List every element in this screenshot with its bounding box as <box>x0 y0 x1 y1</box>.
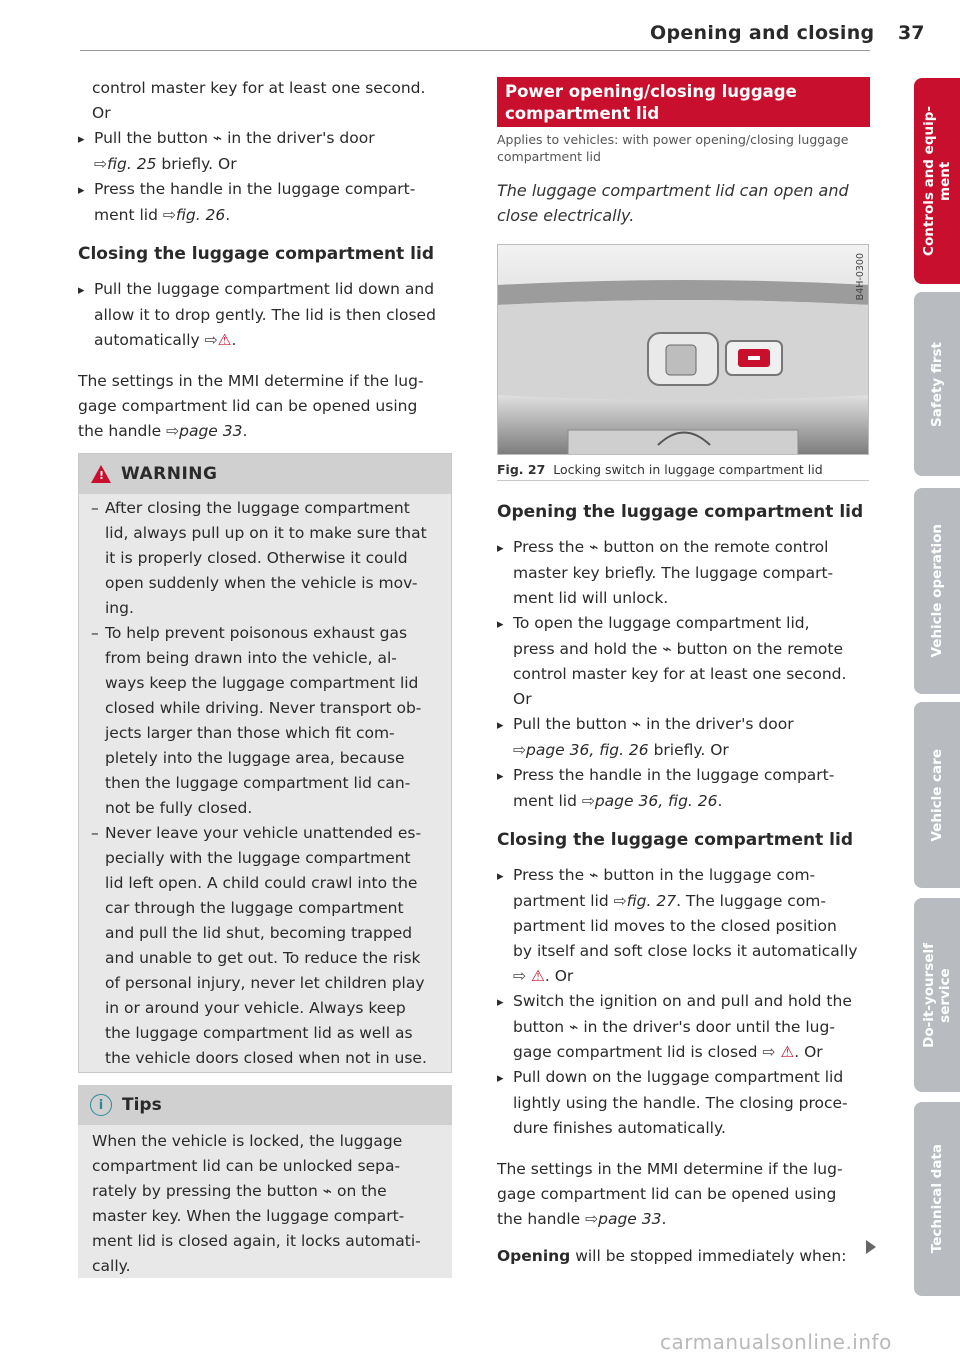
arrow-icon: ⇨ <box>581 792 595 810</box>
tab-do-it-yourself-service[interactable]: Do-it-yourself service <box>914 898 960 1092</box>
left-column <box>78 76 453 444</box>
arrow-icon: ⇨ <box>162 206 176 224</box>
arrow-icon: ⇨ <box>762 1043 776 1061</box>
section-banner: Power opening/closing luggage compartment lid <box>497 77 870 127</box>
page-reference[interactable]: page 36, fig. 26 <box>526 741 649 759</box>
figure-reference[interactable]: fig. 26 <box>175 206 226 224</box>
continue-arrow-icon <box>866 1240 876 1254</box>
watermark: carmanualsonline.info <box>660 1330 892 1354</box>
warning-item: – After closing the luggage compartment lid, always pull up on it to make sure that it is properly closed. Otherwise it could open suddenly when the vehicle is mov- ing. <box>91 496 437 621</box>
arrow-icon: ⇨ <box>613 892 627 910</box>
car-key-icon: ⌁ <box>212 129 223 147</box>
running-header-title: Opening and closing <box>650 22 875 44</box>
paragraph: Or <box>92 104 111 122</box>
warning-triangle-icon: ⚠ <box>530 967 545 985</box>
arrow-icon: ⇨ <box>513 967 526 985</box>
warning-item: – Never leave your vehicle unattended es- pecially with the luggage compartment lid left open. A child could crawl into the car through the luggage compartment and pull the lid shut, becoming trapped and unable to get out. To reduce the risk of personal injury, never let children play in or around your vehicle. Always keep the luggage compartment lid as well as the vehicle doors closed when not in use. <box>91 821 437 1071</box>
right-column <box>497 500 869 1269</box>
tab-vehicle-care[interactable]: Vehicle care <box>914 702 960 888</box>
page-reference[interactable]: page 33 <box>179 422 243 440</box>
arrow-icon: ⇨ <box>585 1210 599 1228</box>
section-heading: Closing the luggage compartment lid <box>497 830 853 850</box>
arrow-icon: ⇨ <box>166 422 180 440</box>
car-key-icon: ⌁ <box>322 1182 333 1200</box>
warning-header <box>79 454 451 494</box>
warning-triangle-icon: ⚠ <box>780 1043 795 1061</box>
car-key-icon: ⌁ <box>589 866 599 884</box>
page-reference[interactable]: page 33 <box>598 1210 662 1228</box>
car-key-icon: ⌁ <box>662 640 672 658</box>
list-item: ▸ Pull the luggage compartment lid down and allow it to drop gently. The lid is then closed automatically ⇨⚠. <box>78 277 453 353</box>
locking-switch-illustration <box>498 245 869 455</box>
arrow-icon: ⇨ <box>513 741 526 759</box>
list-item: ▸ Pull the button ⌁ in the driver's door ⇨page 36, fig. 26 briefly. Or <box>497 712 869 763</box>
paragraph: Opening will be stopped immediately when: <box>497 1247 847 1265</box>
figure-27-image <box>497 244 869 455</box>
paragraph: control master key for at least one second. <box>92 79 426 97</box>
page-reference[interactable]: page 36, fig. 26 <box>594 792 718 810</box>
list-item: ▸ Pull down on the luggage compartment lid lightly using the handle. The closing proce- dure finishes automatically. <box>497 1065 869 1141</box>
list-item: ▸ Press the handle in the luggage compart- ment lid ⇨page 36, fig. 26. <box>497 763 869 814</box>
list-item: ▸ Press the ⌁ button on the remote control master key briefly. The luggage compart- ment lid will unlock. <box>497 535 869 611</box>
warning-triangle-icon: ! <box>91 465 111 483</box>
header-divider <box>80 50 870 51</box>
list-item: ▸ Pull the button ⌁ in the driver's door ⇨fig. 25 briefly. Or <box>78 126 453 177</box>
section-heading: Closing the luggage compartment lid <box>78 244 434 264</box>
warning-box <box>78 453 452 1073</box>
applicability-note: Applies to vehicles: with power opening/closing luggage compartment lid <box>497 132 849 164</box>
paragraph: The settings in the MMI determine if the lug- gage compartment lid can be opened using the handle ⇨page 33. <box>78 372 424 440</box>
warning-title: WARNING <box>121 464 218 484</box>
list-item: ▸ Switch the ignition on and pull and hold the button ⌁ in the driver's door until the lug- gage compartment lid is closed ⇨ ⚠. Or <box>497 989 869 1065</box>
tips-header <box>78 1085 452 1125</box>
figure-reference[interactable]: fig. 25 <box>107 155 157 173</box>
intro-text: The luggage compartment lid can open and close electrically. <box>497 181 849 225</box>
arrow-icon: ⇨ <box>204 331 218 349</box>
car-key-icon: ⌁ <box>631 715 642 733</box>
tab-vehicle-operation[interactable]: Vehicle operation <box>914 488 960 694</box>
figure-caption: Fig. 27 Locking switch in luggage compartment lid <box>497 459 869 481</box>
tips-title: Tips <box>122 1095 162 1115</box>
page-number: 37 <box>898 22 925 44</box>
tab-controls-and-equipment[interactable]: Controls and equip- ment <box>914 78 960 284</box>
list-item: ▸ To open the luggage compartment lid, press and hold the ⌁ button on the remote control master key for at least one second. Or <box>497 611 869 712</box>
section-heading: Opening the luggage compartment lid <box>497 502 864 522</box>
warning-item: – To help prevent poisonous exhaust gas from being drawn into the vehicle, al- ways keep the luggage compartment lid closed while driving. Never transport ob- jects larger than those which fit com- pletely into the luggage area, because then the luggage compartment lid can- not be fully closed. <box>91 621 437 821</box>
arrow-icon: ⇨ <box>94 155 107 173</box>
car-key-icon: ⌁ <box>569 1018 579 1036</box>
warning-body <box>79 494 451 1071</box>
figure-reference[interactable]: fig. 27 <box>626 892 677 910</box>
figure-code: B4H-0300 <box>855 253 866 301</box>
list-item: ▸ Press the handle in the luggage compart- ment lid ⇨fig. 26. <box>78 177 453 228</box>
car-key-icon: ⌁ <box>589 538 599 556</box>
warning-triangle-icon: ⚠ <box>217 331 232 349</box>
tips-box <box>78 1085 452 1278</box>
list-item: ▸ Press the ⌁ button in the luggage com- partment lid ⇨fig. 27. The luggage com- partment lid moves to the closed position by itself and soft close locks it automatically ⇨ ⚠. Or <box>497 863 869 989</box>
info-icon: i <box>90 1094 112 1116</box>
tips-body: When the vehicle is locked, the luggage compartment lid can be unlocked sepa- rately by pressing the button ⌁ on the master key. When the luggage compart- ment lid is closed again, it locks automati- cally. <box>92 1132 421 1275</box>
tab-technical-data[interactable]: Technical data <box>914 1102 960 1296</box>
tab-safety-first[interactable]: Safety first <box>914 292 960 476</box>
paragraph: The settings in the MMI determine if the lug- gage compartment lid can be opened using the handle ⇨page 33. <box>497 1160 843 1228</box>
